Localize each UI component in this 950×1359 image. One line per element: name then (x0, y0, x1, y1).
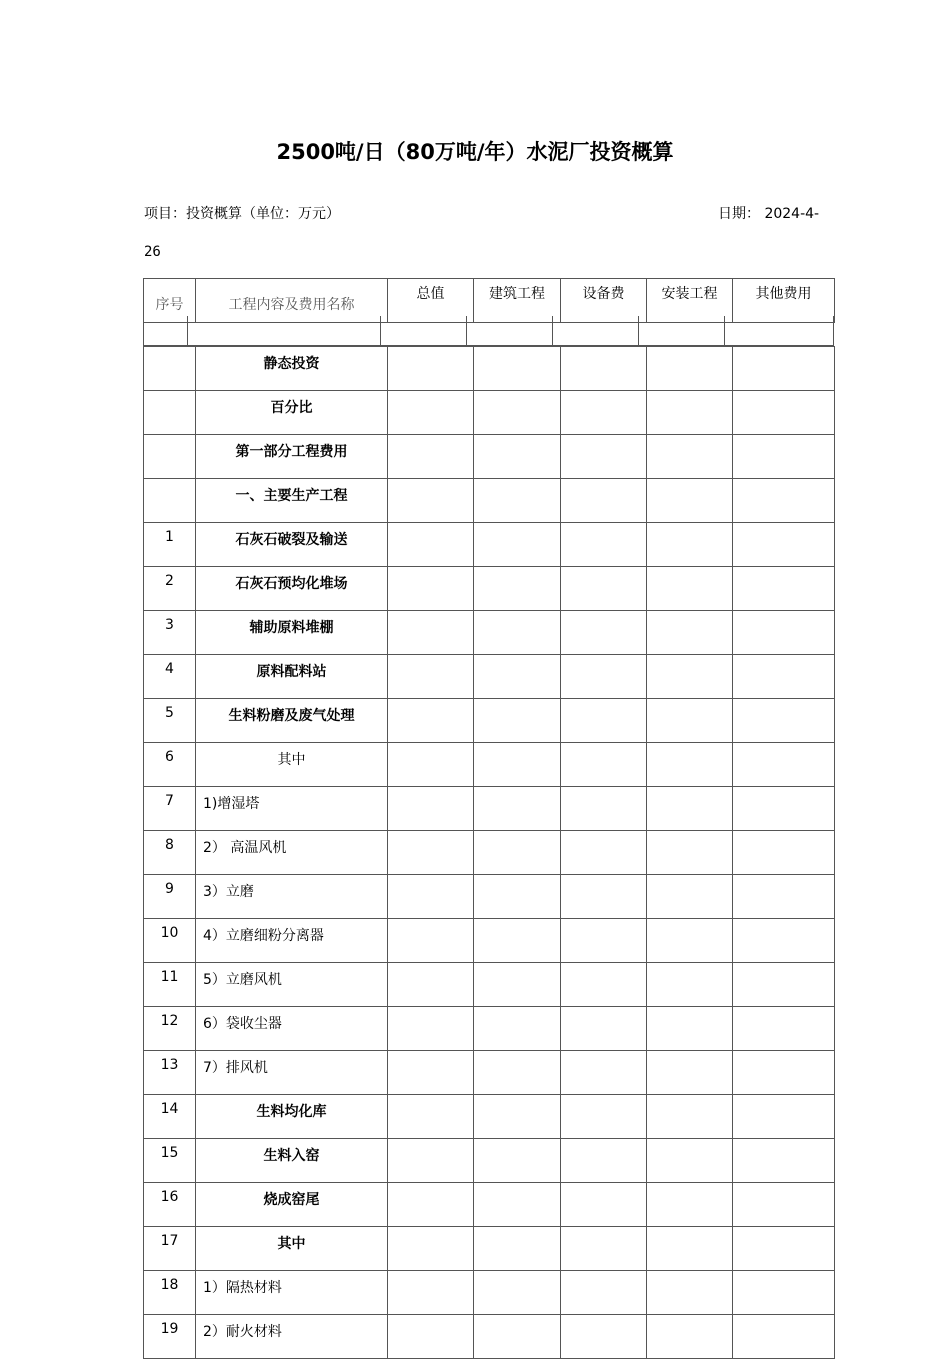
equipment-cell (561, 655, 647, 699)
equipment-cell (561, 523, 647, 567)
row-name: 石灰石预均化堆场 (196, 567, 388, 611)
row-seq: 3 (144, 611, 196, 655)
row-seq (144, 479, 196, 523)
installation-cell (647, 611, 733, 655)
blank-cell (144, 316, 188, 345)
row-name: 第一部分工程费用 (196, 435, 388, 479)
header-equipment: 设备费 (561, 279, 647, 323)
construction-cell (474, 567, 561, 611)
equipment-cell (561, 1315, 647, 1359)
total-cell (388, 875, 474, 919)
total-cell (388, 1095, 474, 1139)
construction-cell (474, 1139, 561, 1183)
installation-cell (647, 1227, 733, 1271)
installation-cell (647, 919, 733, 963)
total-cell (388, 919, 474, 963)
equipment-cell (561, 1227, 647, 1271)
installation-cell (647, 1139, 733, 1183)
header-construction: 建筑工程 (474, 279, 561, 323)
row-seq: 19 (144, 1315, 196, 1359)
construction-cell (474, 919, 561, 963)
table-row (144, 611, 835, 655)
installation-cell (647, 875, 733, 919)
other-cell (733, 699, 835, 743)
equipment-cell (561, 347, 647, 391)
row-name: 4）立磨细粉分离器 (196, 919, 388, 963)
total-cell (388, 391, 474, 435)
table-row (144, 1227, 835, 1271)
construction-cell (474, 787, 561, 831)
installation-cell (647, 1007, 733, 1051)
row-name: 2）耐火材料 (196, 1315, 388, 1359)
installation-cell (647, 787, 733, 831)
installation-cell (647, 963, 733, 1007)
blank-cell (188, 316, 381, 345)
budget-table (143, 346, 835, 1359)
equipment-cell (561, 875, 647, 919)
total-cell (388, 347, 474, 391)
construction-cell (474, 831, 561, 875)
equipment-cell (561, 435, 647, 479)
construction-cell (474, 743, 561, 787)
date-continuation: 26 (144, 244, 161, 260)
construction-cell (474, 523, 561, 567)
other-cell (733, 1051, 835, 1095)
row-name: 百分比 (196, 391, 388, 435)
row-name: 石灰石破裂及输送 (196, 523, 388, 567)
row-name: 6）袋收尘器 (196, 1007, 388, 1051)
row-seq: 8 (144, 831, 196, 875)
row-name: 其中 (196, 743, 388, 787)
row-name: 静态投资 (196, 347, 388, 391)
other-cell (733, 963, 835, 1007)
row-name: 7）排风机 (196, 1051, 388, 1095)
row-seq: 10 (144, 919, 196, 963)
row-seq: 17 (144, 1227, 196, 1271)
table-row (144, 1271, 835, 1315)
header-installation: 安装工程 (647, 279, 733, 323)
blank-cell (381, 316, 467, 345)
total-cell (388, 1227, 474, 1271)
other-cell (733, 831, 835, 875)
installation-cell (647, 1051, 733, 1095)
row-seq: 4 (144, 655, 196, 699)
other-cell (733, 919, 835, 963)
row-seq (144, 391, 196, 435)
installation-cell (647, 1315, 733, 1359)
table-row (144, 1007, 835, 1051)
row-seq: 15 (144, 1139, 196, 1183)
table-row (144, 831, 835, 875)
header-other: 其他费用 (733, 279, 835, 323)
total-cell (388, 655, 474, 699)
total-cell (388, 479, 474, 523)
blank-cell (639, 316, 725, 345)
row-name: 一、主要生产工程 (196, 479, 388, 523)
equipment-cell (561, 391, 647, 435)
row-seq (144, 435, 196, 479)
row-name: 3）立磨 (196, 875, 388, 919)
construction-cell (474, 479, 561, 523)
row-seq: 16 (144, 1183, 196, 1227)
project-label: 项目：投资概算（单位：万元） (144, 206, 340, 222)
table-row (144, 875, 835, 919)
equipment-cell (561, 1139, 647, 1183)
document-title: 2500吨/日（80万吨/年）水泥厂投资概算 (276, 140, 674, 164)
row-seq: 7 (144, 787, 196, 831)
row-seq: 13 (144, 1051, 196, 1095)
table-row (144, 435, 835, 479)
installation-cell (647, 1095, 733, 1139)
total-cell (388, 831, 474, 875)
other-cell (733, 523, 835, 567)
table-row (144, 919, 835, 963)
equipment-cell (561, 787, 647, 831)
header-total: 总值 (388, 279, 474, 323)
other-cell (733, 391, 835, 435)
other-cell (733, 875, 835, 919)
row-name: 生料入窑 (196, 1139, 388, 1183)
equipment-cell (561, 1007, 647, 1051)
installation-cell (647, 743, 733, 787)
other-cell (733, 1183, 835, 1227)
header-seq: 序号 (144, 279, 196, 323)
other-cell (733, 1007, 835, 1051)
table-row (144, 963, 835, 1007)
total-cell (388, 787, 474, 831)
equipment-cell (561, 699, 647, 743)
construction-cell (474, 611, 561, 655)
total-cell (388, 567, 474, 611)
row-seq: 9 (144, 875, 196, 919)
construction-cell (474, 1007, 561, 1051)
table-row (144, 699, 835, 743)
other-cell (733, 611, 835, 655)
construction-cell (474, 1051, 561, 1095)
installation-cell (647, 831, 733, 875)
other-cell (733, 479, 835, 523)
table-row (144, 1315, 835, 1359)
other-cell (733, 1139, 835, 1183)
construction-cell (474, 699, 561, 743)
equipment-cell (561, 567, 647, 611)
total-cell (388, 1183, 474, 1227)
other-cell (733, 1271, 835, 1315)
row-seq: 14 (144, 1095, 196, 1139)
equipment-cell (561, 743, 647, 787)
table-row (144, 1095, 835, 1139)
blank-cell (467, 316, 553, 345)
construction-cell (474, 655, 561, 699)
total-cell (388, 1271, 474, 1315)
installation-cell (647, 391, 733, 435)
other-cell (733, 787, 835, 831)
construction-cell (474, 1315, 561, 1359)
other-cell (733, 1095, 835, 1139)
row-seq: 2 (144, 567, 196, 611)
total-cell (388, 699, 474, 743)
installation-cell (647, 1183, 733, 1227)
equipment-cell (561, 1095, 647, 1139)
other-cell (733, 567, 835, 611)
total-cell (388, 435, 474, 479)
row-seq (144, 347, 196, 391)
construction-cell (474, 875, 561, 919)
table-row (144, 655, 835, 699)
equipment-cell (561, 919, 647, 963)
row-name: 1)增湿塔 (196, 787, 388, 831)
row-seq: 6 (144, 743, 196, 787)
construction-cell (474, 1183, 561, 1227)
table-row (144, 347, 835, 391)
table-row (144, 391, 835, 435)
construction-cell (474, 1227, 561, 1271)
equipment-cell (561, 611, 647, 655)
other-cell (733, 743, 835, 787)
table-row (144, 1183, 835, 1227)
row-seq: 11 (144, 963, 196, 1007)
table-row (144, 479, 835, 523)
other-cell (733, 655, 835, 699)
construction-cell (474, 435, 561, 479)
other-cell (733, 435, 835, 479)
equipment-cell (561, 1183, 647, 1227)
blank-cell (553, 316, 639, 345)
row-seq: 18 (144, 1271, 196, 1315)
other-cell (733, 1227, 835, 1271)
installation-cell (647, 1271, 733, 1315)
blank-subheader-row (143, 316, 834, 346)
table-row (144, 1051, 835, 1095)
row-name: 烧成窑尾 (196, 1183, 388, 1227)
table-row (144, 1139, 835, 1183)
equipment-cell (561, 1051, 647, 1095)
row-name: 辅助原料堆棚 (196, 611, 388, 655)
header-name: 工程内容及费用名称 (196, 279, 388, 323)
row-seq: 5 (144, 699, 196, 743)
installation-cell (647, 523, 733, 567)
table-row (144, 567, 835, 611)
equipment-cell (561, 831, 647, 875)
total-cell (388, 1315, 474, 1359)
total-cell (388, 1007, 474, 1051)
row-seq: 1 (144, 523, 196, 567)
installation-cell (647, 567, 733, 611)
construction-cell (474, 391, 561, 435)
equipment-cell (561, 1271, 647, 1315)
construction-cell (474, 1271, 561, 1315)
row-name: 1）隔热材料 (196, 1271, 388, 1315)
total-cell (388, 963, 474, 1007)
row-seq: 12 (144, 1007, 196, 1051)
total-cell (388, 523, 474, 567)
installation-cell (647, 347, 733, 391)
table-row (144, 787, 835, 831)
row-name: 生料粉磨及废气处理 (196, 699, 388, 743)
row-name: 5）立磨风机 (196, 963, 388, 1007)
installation-cell (647, 699, 733, 743)
total-cell (388, 1139, 474, 1183)
row-name: 2） 高温风机 (196, 831, 388, 875)
installation-cell (647, 479, 733, 523)
date-label: 日期： 2024-4- (718, 206, 820, 222)
total-cell (388, 611, 474, 655)
total-cell (388, 1051, 474, 1095)
construction-cell (474, 347, 561, 391)
construction-cell (474, 1095, 561, 1139)
equipment-cell (561, 479, 647, 523)
construction-cell (474, 963, 561, 1007)
row-name: 其中 (196, 1227, 388, 1271)
installation-cell (647, 435, 733, 479)
table-row (144, 523, 835, 567)
other-cell (733, 347, 835, 391)
total-cell (388, 743, 474, 787)
row-name: 原料配料站 (196, 655, 388, 699)
installation-cell (647, 655, 733, 699)
equipment-cell (561, 963, 647, 1007)
other-cell (733, 1315, 835, 1359)
table-row (144, 743, 835, 787)
row-name: 生料均化库 (196, 1095, 388, 1139)
